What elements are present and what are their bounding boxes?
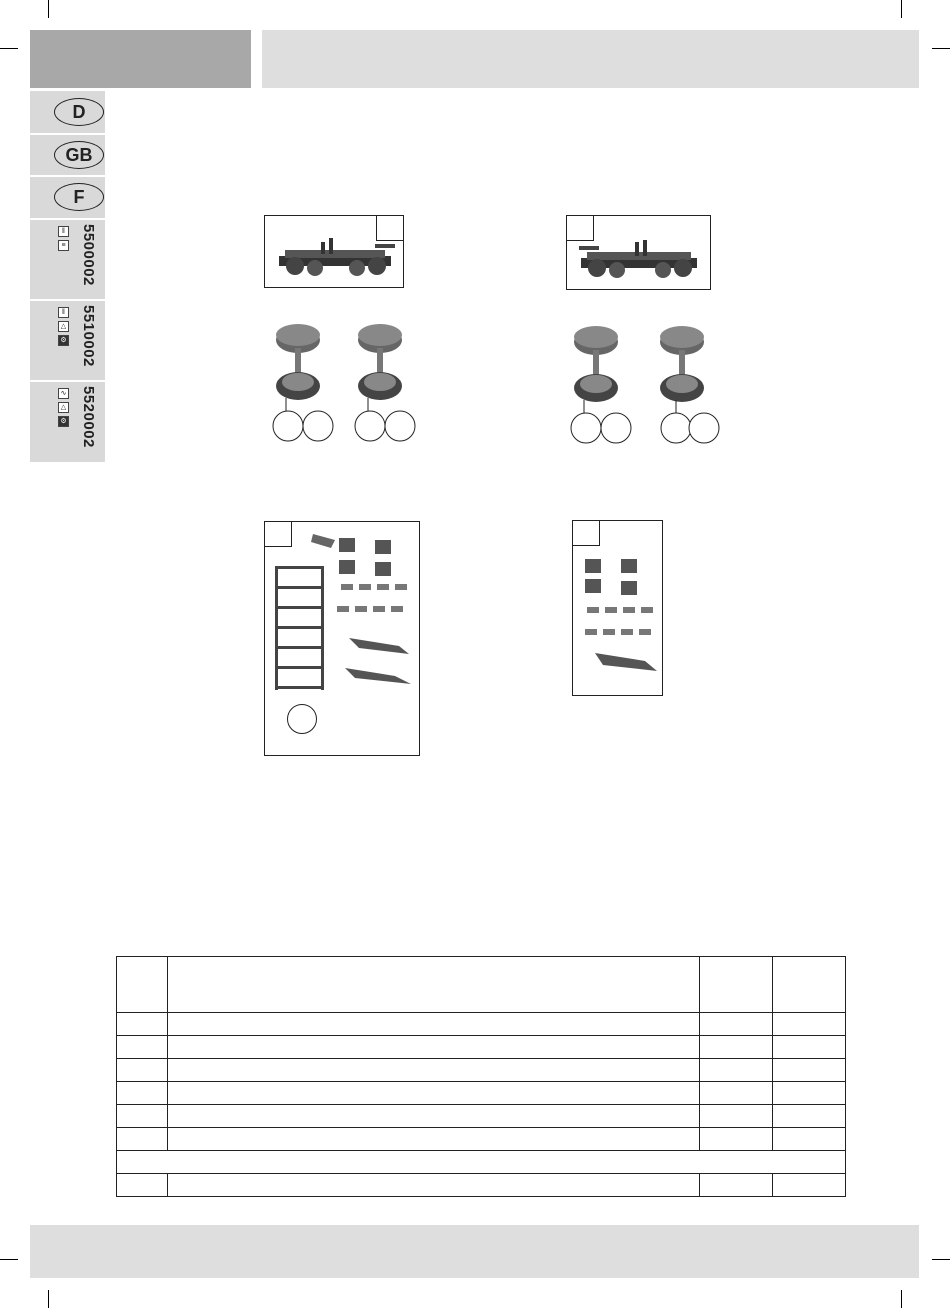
table-cell [168, 1082, 700, 1105]
parts-table [116, 956, 846, 1197]
lang-badge-gb: GB [54, 141, 104, 169]
table-cell [772, 1013, 845, 1036]
crop-mark [901, 1290, 902, 1308]
bogie-figure-right [566, 215, 711, 290]
callout-circle [273, 411, 303, 441]
table-cell [168, 1059, 700, 1082]
curve-track-icon: ∿ [58, 388, 69, 399]
table-row [117, 1082, 846, 1105]
callout-circle [661, 413, 691, 443]
table-header-cell [699, 957, 772, 1013]
callout-circle [601, 413, 631, 443]
crop-mark [932, 1259, 950, 1260]
callout-circle [287, 704, 317, 734]
header-left-bar [30, 30, 251, 88]
table-header-cell [117, 957, 168, 1013]
header-right-bar [262, 30, 919, 88]
table-cell [168, 1174, 700, 1197]
coupler-icon: △ [58, 402, 69, 413]
table-cell [168, 1036, 700, 1059]
side-tab-lang-d[interactable] [30, 91, 105, 133]
side-tab-article-1[interactable] [30, 220, 105, 299]
side-tab-lang-f[interactable] [30, 177, 105, 218]
table-cell [699, 1174, 772, 1197]
article-number: 5520002 [80, 386, 97, 448]
callout-circle [385, 411, 415, 441]
table-cell [168, 1105, 700, 1128]
wheelset [276, 324, 320, 412]
table-cell [168, 1013, 700, 1036]
table-cell [772, 1082, 845, 1105]
bogie-illustration [567, 216, 710, 289]
side-tab-lang-gb[interactable] [30, 135, 105, 175]
table-section-row [117, 1151, 846, 1174]
table-row [117, 1036, 846, 1059]
table-cell [699, 1059, 772, 1082]
callout-circle [571, 413, 601, 443]
table-cell [117, 1059, 168, 1082]
gear-icon: ⚙ [58, 416, 69, 427]
table-header-row [117, 957, 846, 1013]
wheelset [660, 326, 704, 414]
wheelsets-left [262, 320, 422, 450]
parts-sprue-illustration [573, 521, 662, 695]
crop-mark [901, 0, 902, 18]
table-cell [117, 1105, 168, 1128]
gear-icon: ⚙ [58, 335, 69, 346]
wheel-profile-icon: ≡ [58, 240, 69, 251]
table-cell [699, 1036, 772, 1059]
wheelsets-right [562, 322, 727, 452]
table-row [117, 1059, 846, 1082]
table-section-cell [117, 1151, 846, 1174]
lang-badge-f: F [54, 183, 104, 211]
table-row [117, 1174, 846, 1197]
table-cell [117, 1082, 168, 1105]
wheelset [358, 324, 402, 412]
table-row [117, 1013, 846, 1036]
article-number: 5500002 [80, 224, 97, 286]
parts-sprue-figure-large [264, 521, 420, 756]
table-cell [117, 1128, 168, 1151]
crop-mark [0, 1259, 18, 1260]
callout-circle [689, 413, 719, 443]
table-cell [772, 1128, 845, 1151]
table-cell [772, 1174, 845, 1197]
crop-mark [48, 1290, 49, 1308]
table-cell [117, 1174, 168, 1197]
lang-badge-d: D [54, 98, 104, 126]
callout-circle [303, 411, 333, 441]
table-cell [772, 1105, 845, 1128]
table-header-cell [772, 957, 845, 1013]
table-cell [699, 1128, 772, 1151]
side-tab-article-2[interactable] [30, 301, 105, 380]
wheelset [574, 326, 618, 414]
table-cell [117, 1013, 168, 1036]
crop-mark [48, 0, 49, 18]
table-cell [772, 1036, 845, 1059]
bogie-illustration [265, 216, 403, 287]
double-rail-icon: ‖ [58, 226, 69, 237]
table-row [117, 1128, 846, 1151]
crop-mark [0, 48, 18, 49]
table-header-cell [168, 957, 700, 1013]
table-cell [699, 1105, 772, 1128]
double-rail-icon: ‖ [58, 307, 69, 318]
side-tab-article-3[interactable] [30, 382, 105, 462]
table-cell [699, 1013, 772, 1036]
article-number: 5510002 [80, 305, 97, 367]
footer-bar [30, 1225, 919, 1278]
parts-sprue-figure-small [572, 520, 663, 696]
coupler-icon: △ [58, 321, 69, 332]
table-row [117, 1105, 846, 1128]
callout-circle [355, 411, 385, 441]
crop-mark [932, 48, 950, 49]
table-cell [772, 1059, 845, 1082]
bogie-figure-left [264, 215, 404, 288]
table-cell [117, 1036, 168, 1059]
table-cell [699, 1082, 772, 1105]
table-cell [168, 1128, 700, 1151]
